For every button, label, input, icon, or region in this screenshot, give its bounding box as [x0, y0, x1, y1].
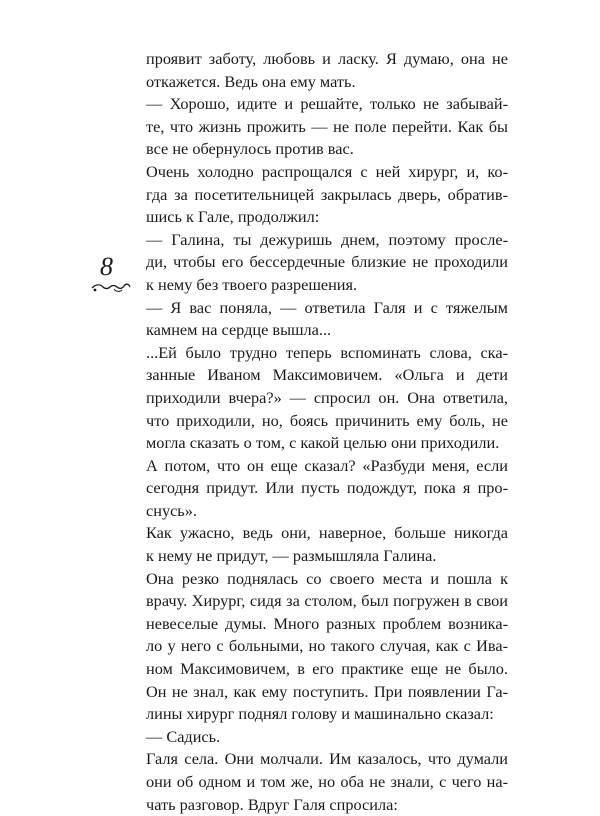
text-line: к нему без твоего разрешения.: [146, 274, 358, 294]
text-line: — Я вас поняла, — ответила Галя и с тяжелым: [146, 297, 508, 317]
text-line: Она резко поднялась со своего места и пошла к: [146, 568, 508, 588]
text-line: проявит заботу, любовь и ласку. Я думаю, она не: [146, 49, 508, 68]
flourish-ornament-icon: [90, 280, 132, 294]
text-line: — Галина, ты дежуришь днем, поэтому просле-: [146, 229, 508, 249]
text-line: что приходили, но, боясь причинить ему боль, не: [146, 410, 508, 430]
text-line: гда за посетительницей закрылась дверь, обратив-: [146, 184, 508, 204]
text-line: откажется. Ведь она ему мать.: [146, 71, 356, 91]
page-number: 8: [100, 252, 113, 281]
text-line: приходили вчера?» — спросил он. Она ответила,: [146, 387, 508, 407]
text-line: они об одном и том же, но оба не знали, с чего на-: [146, 772, 508, 791]
text-line: Галя села. Они молчали. Им казалось, что думали: [146, 749, 508, 769]
text-line: к нему не придут, — размышляла Галина.: [146, 546, 437, 566]
text-line: врачу. Хирург, сидя за столом, был погружен в свои: [146, 591, 508, 611]
text-line: камнем на сердце вышла...: [146, 320, 332, 340]
text-line: снусь».: [146, 500, 197, 520]
text-line: — Садись.: [146, 726, 221, 746]
text-line: ном Максимовичем, в его практике еще не было.: [146, 659, 508, 679]
text-line: А потом, что он еще сказал? «Разбуди меня, если: [146, 455, 508, 475]
text-line: те, что жизнь прожить — не поле перейти. Как бы: [146, 116, 508, 136]
text-line: Как ужасно, ведь они, наверное, больше никогда: [146, 523, 508, 543]
text-line: лины хирург поднял голову и машинально сказал:: [146, 704, 494, 724]
body-text: [146, 48, 508, 816]
text-line: ...Ей было трудно теперь вспоминать слова, ска-: [146, 342, 508, 362]
text-line: ло у него с больными, но такого случая, как с Ива-: [146, 636, 508, 656]
text-line: все не обернулось против вас.: [146, 139, 354, 159]
text-line: ди, чтобы его бессердечные близкие не проходили: [146, 252, 508, 272]
text-line: — Хорошо, идите и решайте, только не забывай-: [146, 94, 508, 114]
text-line: Он не знал, как ему поступить. При появлении Га-: [146, 681, 508, 701]
text-line: чать разговор. Вдруг Галя спросила:: [146, 794, 398, 814]
text-line: занные Иваном Максимовичем. «Ольга и дети: [146, 365, 508, 385]
text-line: невеселые думы. Много разных проблем возника-: [146, 613, 508, 633]
text-line: могла сказать о том, с какой целью они приходили.: [146, 433, 500, 453]
text-line: сегодня придут. Или пусть подождут, пока я про-: [146, 478, 508, 498]
text-line: шись к Гале, продолжил:: [146, 207, 320, 227]
text-line: Очень холодно распрощался с ней хирург, и, ко-: [146, 161, 508, 181]
